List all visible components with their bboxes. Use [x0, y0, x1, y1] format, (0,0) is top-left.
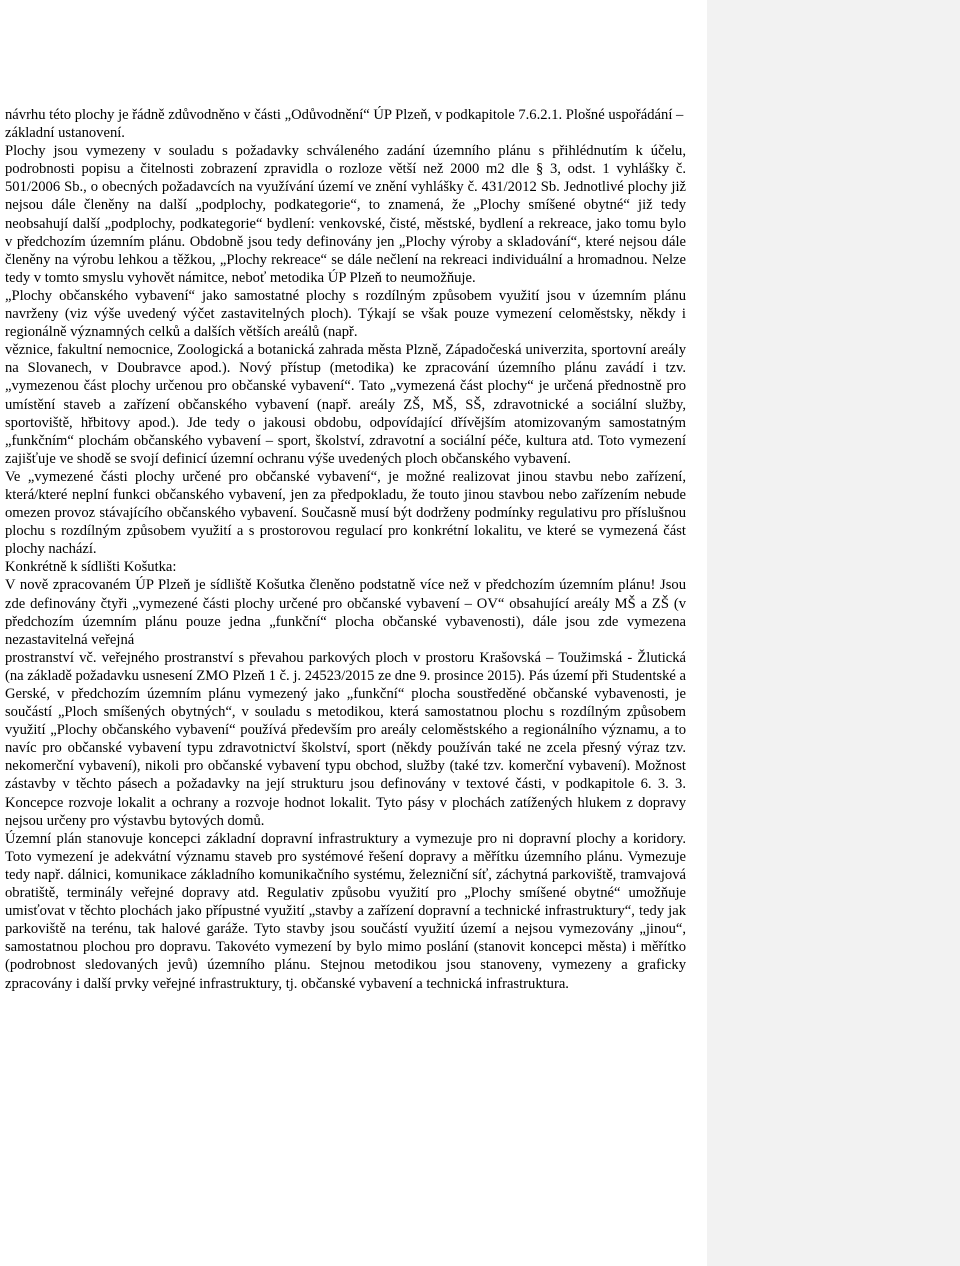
- paragraph-kosutka-heading: Konkrétně k sídlišti Košutka:: [5, 559, 177, 576]
- paragraph-plochy-vymezeny: Plochy jsou vymezeny v souladu s požadavky schváleného zadání územního plánu s přihlédnutím k účelu, podrobnosti popisu a čitelnosti zobrazení zpravidla o rozloze větší než 2000 m2 dle § 3, odst. 1 vyhlášky č. 501/2006 Sb., o obecných požadavcích na využívání území ve znění vyhlášky č. 431/2012 Sb. Jednotlivé plochy již nejsou dále členěny na další „podplochy, podkategorie“, to znamená, že „Plochy smíšené obytné“ již tedy neobsahují další „podplochy, podkategorie“ bydlení: venkovské, čisté, městské, bydlení a rekreace, jako tomu bylo v předchozím územním plánu. Obdobně jsou tedy definovány jen „Plochy výroby a skladování“, které nejsou dále členěny na výrobu lehkou a těžkou, „Plochy rekreace“ se dále nečlení na rekreaci individuální a hromadnou. Nelze tedy v tomto smyslu vyhovět námitce, neboť metodika ÚP Plzeň to neumožňuje.: [5, 143, 686, 286]
- paragraph-kosutka: V nově zpracovaném ÚP Plzeň je sídliště Košutka členěno podstatně více než v předchozím územním plánu! Jsou zde definovány čtyři „vymezené části plochy určené pro občanské vybavení – OV“ obsahující areály MŠ a ZŠ (v předchozím územním plánu pouze jedna „funkční“ plocha občanské vybavenosti), dále jsou zde vymezena nezastavitelná veřejná: [5, 577, 686, 648]
- paragraph-vymezena-cast: Ve „vymezené části plochy určené pro občanské vybavení“, je možné realizovat jinou stavbu nebo zařízení, která/které neplní funkci občanského vybavení, jen za předpokladu, že touto jinou stavbou nebo zařízením nebude omezen provoz stávajícího občanského vybavení. Současně musí být dodrženy podmínky regulativu pro příslušnou plochu s rozdílným způsobem využití a s prostorovou regulací pro konkrétní lokalitu, ve které se vymezená část plochy nachází.: [5, 468, 686, 558]
- paragraph-intro: návrhu této plochy je řádně zdůvodněno v části „Odůvodnění“ ÚP Plzeň, v podkapitole 7.6.2.1. Plošné uspořádání – základní ustanovení.: [5, 107, 684, 142]
- paragraph-veznice: věznice, fakultní nemocnice, Zoologická a botanická zahrada města Plzně, Západočeská univerzita, sportovní areály na Slovanech, v Doubravce apod.). Nový přístup (metodika) ke zpracování územního plánu zavádí i tzv. „vymezenou část plochy určenou pro občanské vybavení“. Tato „vymezená část plochy“ je určená přednostně pro umístění staveb a zařízení občanského vybavení (např. areály ZŠ, MŠ, SŠ, zdravotnické a sociální služby, sportoviště, hřbitovy apod.). Jde tedy o jakousi obdobu, odpovídající dřívějším atomizovaným samostatným „funkčním“ plochám občanského vybavení – sport, školství, zdravotní a sociální péče, kultura atd. Toto vymezení zajišťuje ve shodě se svojí definicí územní ochranu výše uvedených ploch občanského vybavení.: [5, 342, 686, 467]
- document-body: [5, 106, 686, 993]
- paragraph-plochy-obcanskeho-vybaveni: „Plochy občanského vybavení“ jako samostatné plochy s rozdílným způsobem využití jsou v územním plánu navrženy (viz výše uvedený výčet zastavitelných ploch). Týkají se však pouze vymezení celoměstsky, někdy i regionálně významných celků a dalších větších areálů (např.: [5, 287, 686, 341]
- paragraph-dopravni-infrastruktura: Územní plán stanovuje koncepci základní dopravní infrastruktury a vymezuje pro ni dopravní plochy a koridory. Toto vymezení je adekvátní významu staveb pro systémové řešení dopravy a měřítku územního plánu. Vymezuje tedy např. dálnici, komunikace základního komunikačního systému, železniční síť, záchytná parkoviště, tramvajová obratiště, terminály veřejné dopravy atd. Regulativ způsobu využití pro „Plochy smíšené obytné“ umožňuje umisťovat v těchto plochách jako přípustné využití „stavby a zařízení dopravní a technické infrastruktury“, tedy jak parkoviště na terénu, tak halové garáže. Tyto stavby jsou součástí využití území a nejsou vymezovány „jinou“, samostatnou plochou pro dopravu. Takovéto vymezení by bylo mimo poslání (stanovit koncepci města) i měřítko (podrobnost sledovaných jevů) územního plánu. Stejnou metodikou jsou stanoveny, vymezeny a graficky zpracovány i další prvky veřejné infrastruktury, tj. občanské vybavení a technická infrastruktura.: [5, 830, 686, 992]
- paragraph-prostranstvi: prostranství vč. veřejného prostranství s převahou parkových ploch v prostoru Krašovská – Toužimská - Žlutická (na základě požadavku usnesení ZMO Plzeň 1 č. j. 24523/2015 ze dne 9. prosince 2015). Pás území při Studentské a Gerské, v předchozím územním plánu vymezený jako „funkční“ plocha soustředěné občanské vybavenosti, je součástí „Ploch smíšených obytných“, v souladu s metodikou, která samostatnou plochu s rozdílným způsobem využití „Plochy občanského vybavení“ používá především pro areály celoměstského a regionálního významu, a to navíc pro občanské vybavení typu zdravotnictví školství, sport (někdy používán také ne zcela přesný výraz tzv. nekomerční vybavení), nikoli pro občanské vybavení typu obchod, služby (také tzv. komerční vybavení). Možnost zástavby v těchto pásech a požadavky na její strukturu jsou definovány v textové části, v podkapitole 6. 3. 3. Koncepce rozvoje lokalit a ochrany a rozvoje hodnot lokalit. Tyto pásy v plochách zatížených hlukem z dopravy nejsou určeny pro výstavbu bytových domů.: [5, 649, 686, 829]
- comment-margin-panel: [707, 0, 960, 1266]
